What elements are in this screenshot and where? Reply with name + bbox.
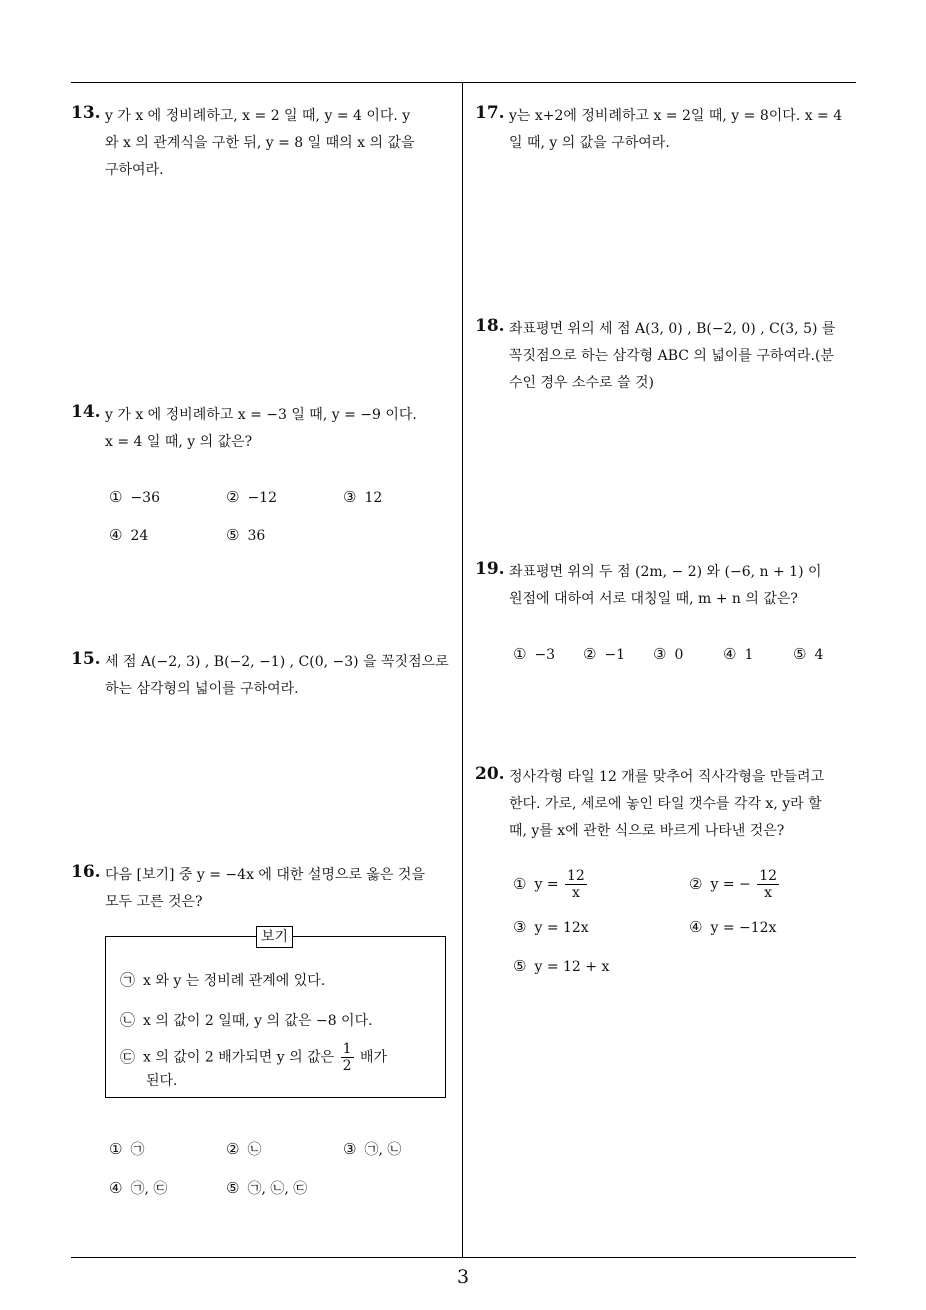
option-text: y = 12x [534,920,589,936]
question-text [105,103,415,184]
question-number: 14. [71,402,101,422]
question-number: 19. [475,559,505,579]
question-text [105,402,417,456]
question-text [509,103,842,157]
bogi-item-2 [120,1009,373,1030]
fraction-denominator: 2 [342,1058,352,1075]
bogi-item-1 [120,969,325,990]
bogi-text: 배가 [359,1049,388,1066]
column-divider [462,82,463,1258]
option-text: 12 [364,490,383,506]
option-marker: ⑤ [793,645,807,663]
option-marker: ③ [513,918,527,936]
option-marker: ② [226,488,240,506]
question-line: y 가 x 에 정비례하고, x = 2 일 때, y = 4 이다. y [105,108,411,124]
option-text: 1 [744,647,754,663]
option-marker: ③ [653,645,667,663]
question-line: 다음 [보기] 중 y = −4x 에 대한 설명으로 옳은 것을 [105,867,425,883]
fraction [341,1041,354,1074]
option-marker: ① [513,645,527,663]
option-1[interactable] [513,645,555,663]
question-line: x = 4 일 때, y 의 값은? [105,434,253,450]
option-5[interactable] [793,645,823,663]
bogi-label: 보기 [256,926,293,948]
question-line: 일 때, y 의 값을 구하여라. [509,135,670,151]
bogi-text: x 와 y 는 정비례 관계에 있다. [143,973,326,989]
question-line: 원점에 대하여 서로 대칭일 때, m + n 의 값은? [509,591,798,607]
option-text: −36 [130,490,160,506]
question-text [105,862,425,916]
option-marker: ④ [109,526,123,544]
option-3[interactable] [513,918,589,936]
question-text [105,649,449,703]
option-marker: ⑤ [226,1179,240,1197]
fraction-denominator: x [571,885,580,902]
option-2[interactable] [689,868,781,901]
question-15 [71,649,456,709]
option-4[interactable] [109,1178,167,1198]
option-text: ㉡ [247,1142,262,1158]
option-text: 36 [247,528,266,544]
option-text: ㉠, ㉡ [364,1142,402,1158]
question-line: 때, y를 x에 관한 식으로 바르게 나타낸 것은? [509,823,785,839]
option-text: 0 [674,647,684,663]
question-line: 세 점 A(−2, 3) , B(−2, −1) , C(0, −3) 을 꼭짓점으로 [105,654,449,670]
page-number: 3 [456,1266,470,1288]
option-1[interactable] [513,868,589,901]
bogi-marker: ㉢ [120,1047,136,1066]
question-number: 13. [71,103,101,123]
option-4[interactable] [723,645,753,663]
question-line: 꼭짓점으로 하는 삼각형 ABC 의 넓이를 구하여라.(분 [509,348,834,364]
option-3[interactable] [653,645,683,663]
question-line: 하는 삼각형의 넓이를 구하여라. [105,681,299,697]
bogi-text: x 의 값이 2 배가되면 y 의 값은 [143,1049,335,1066]
option-marker: ② [689,874,703,893]
option-marker: ③ [343,1140,357,1158]
option-marker: ⑤ [513,957,527,975]
option-text: ㉠, ㉡, ㉢ [247,1181,308,1197]
question-number: 20. [475,764,505,784]
option-text: ㉠, ㉢ [130,1181,168,1197]
option-marker: ④ [689,918,703,936]
question-line: 좌표평면 위의 두 점 (2m, − 2) 와 (−6, n + 1) 이 [509,564,822,580]
option-text: y = −12x [710,920,777,936]
question-line: 한다. 가로, 세로에 놓인 타일 갯수를 각각 x, y라 할 [509,796,822,812]
option-2[interactable] [226,488,277,506]
question-text [509,764,824,845]
fraction-denominator: x [764,885,773,902]
question-line: 와 x 의 관계식을 구한 뒤, y = 8 일 때의 x 의 값을 [105,135,415,151]
option-5[interactable] [513,957,609,975]
option-marker: ② [226,1140,240,1158]
option-text: y = [534,876,559,893]
option-marker: ③ [343,488,357,506]
fraction-numerator: 1 [342,1041,352,1057]
option-1[interactable] [109,488,160,506]
option-marker: ② [583,645,597,663]
question-19 [475,559,860,619]
question-line: 구하여라. [105,162,164,178]
question-17 [475,103,860,163]
option-text: ㉠ [130,1142,145,1158]
option-marker: ⑤ [226,526,240,544]
option-4[interactable] [109,526,148,544]
bottom-rule [71,1257,856,1258]
fraction [565,868,587,901]
option-text: y = 12 + x [534,959,610,975]
option-text: −3 [534,647,556,663]
option-2[interactable] [226,1139,261,1159]
question-line: 모두 고른 것은? [105,894,203,910]
option-marker: ④ [109,1179,123,1197]
bogi-text-continued: 된다. [146,1073,178,1090]
question-text [509,559,822,613]
question-line: y는 x+2에 정비례하고 x = 2일 때, y = 8이다. x = 4 [509,108,843,124]
question-line: 수인 경우 소수로 쓸 것) [509,375,654,391]
question-number: 15. [71,649,101,669]
option-text: −1 [604,647,626,663]
bogi-box [105,929,446,1098]
fraction-numerator: 12 [759,868,778,884]
top-rule [71,82,856,83]
option-text: 4 [814,647,824,663]
question-number: 16. [71,862,101,882]
option-marker: ① [513,874,527,893]
option-marker: ① [109,1140,123,1158]
option-marker: ④ [723,645,737,663]
option-1[interactable] [109,1139,144,1159]
bogi-text: x 의 값이 2 일때, y 의 값은 −8 이다. [143,1013,373,1029]
bogi-marker: ㉡ [120,1011,136,1029]
question-line: 정사각형 타일 12 개를 맞추어 직사각형을 만들려고 [509,769,824,785]
question-13 [71,103,456,193]
option-3[interactable] [343,488,382,506]
question-line: 좌표평면 위의 세 점 A(3, 0) , B(−2, 0) , C(3, 5) 를 [509,321,836,337]
option-text: −12 [247,490,277,506]
option-text: 24 [130,528,149,544]
fraction-numerator: 12 [567,868,585,884]
bogi-marker: ㉠ [120,971,136,989]
question-line: y 가 x 에 정비례하고 x = −3 일 때, y = −9 이다. [105,407,417,423]
question-number: 17. [475,103,505,123]
bogi-item-3 [120,1041,387,1090]
option-2[interactable] [583,645,625,663]
fraction [757,868,779,901]
option-marker: ① [109,488,123,506]
option-5[interactable] [226,526,265,544]
question-number: 18. [475,316,505,336]
question-text [509,316,835,397]
option-text: y = − [710,876,751,893]
option-4[interactable] [689,918,776,936]
option-3[interactable] [343,1139,401,1159]
question-14 [71,402,456,462]
option-5[interactable] [226,1178,307,1198]
question-16 [71,862,456,922]
question-20 [475,764,860,854]
question-18 [475,316,860,406]
